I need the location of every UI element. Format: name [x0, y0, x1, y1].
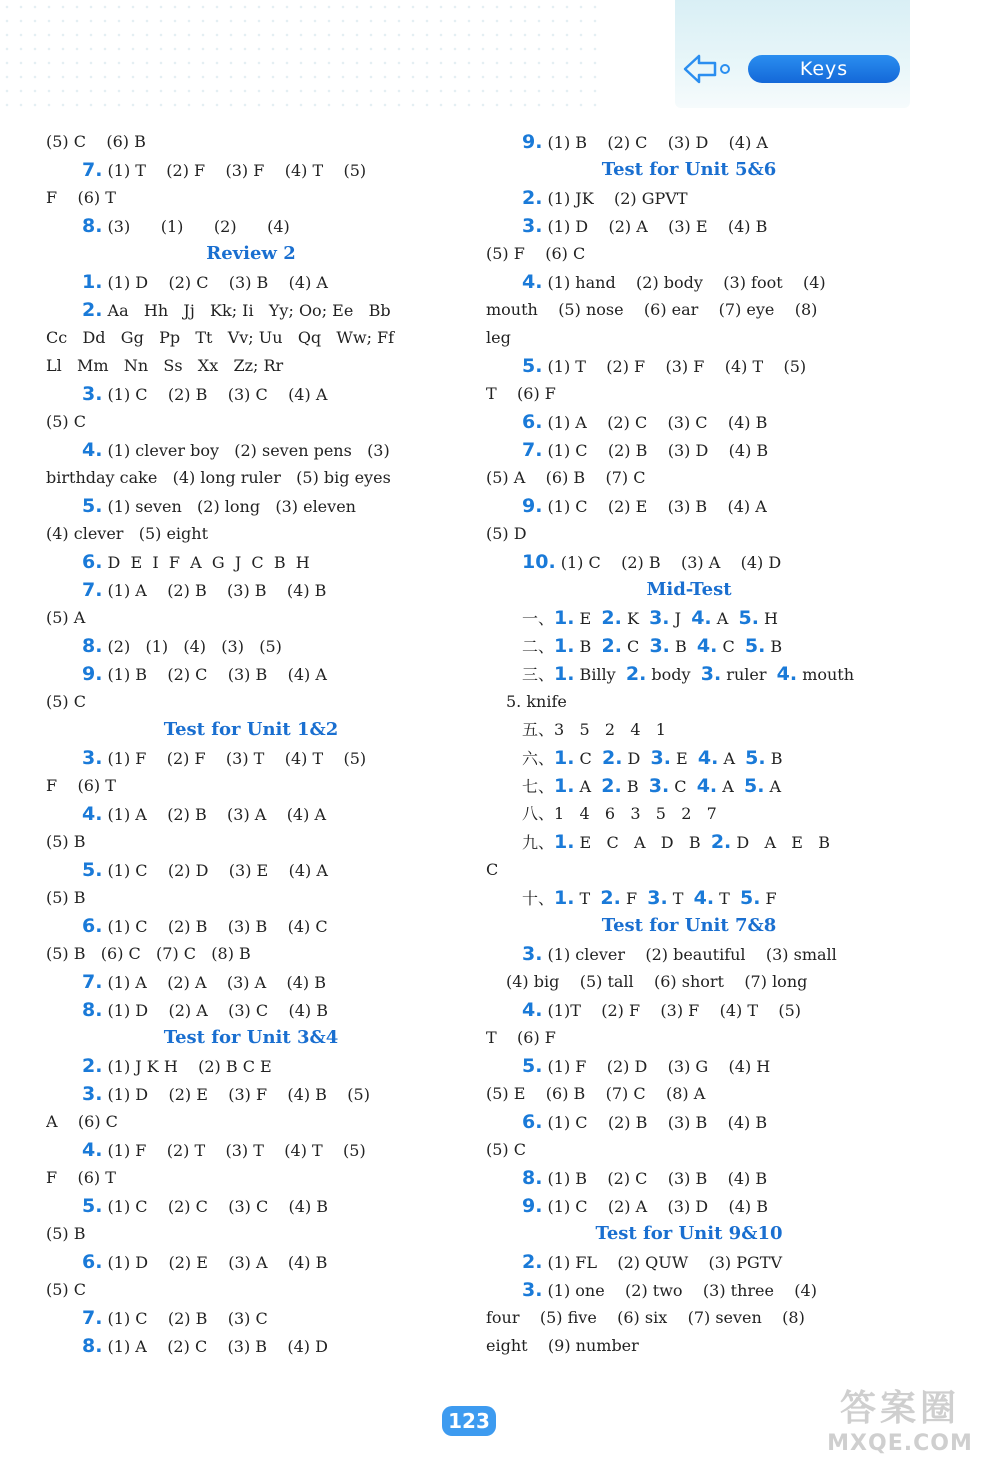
question-number: 5. [738, 607, 759, 629]
answer-text: B [765, 749, 783, 768]
answer-text: (1) C (2) B (3) B (4) C [102, 917, 328, 936]
answer-text: (1) C (2) E (3) B (4) A [542, 497, 767, 516]
question-number: 2. [601, 635, 622, 657]
question-number: 3. [82, 383, 103, 405]
answer-line [486, 548, 892, 576]
question-number: 5. [82, 859, 103, 881]
answer-text: J [669, 609, 692, 628]
answer-continuation: (5) B [46, 888, 86, 907]
question-number: 4. [522, 271, 543, 293]
answer-text: F [760, 889, 777, 908]
section-heading: Test for Unit 1&2 [163, 719, 339, 740]
answer-continuation: (5) E (6) B (7) C (8) A [486, 1084, 706, 1103]
answer-text: A [764, 777, 782, 796]
question-number: 3. [522, 1279, 543, 1301]
answer-continuation: (5) D [486, 524, 527, 543]
question-number: 4. [522, 999, 543, 1021]
answer-text: (1) seven (2) long (3) eleven [102, 497, 356, 516]
answer-continuation: Cc Dd Gg Pp Tt Vv; Uu Qq Ww; Ff [46, 328, 395, 347]
answer-text: (1) C (2) B (3) B (4) B [542, 1113, 768, 1132]
answer-text: body [646, 665, 701, 684]
answer-continuation: mouth (5) nose (6) ear (7) eye (8) [486, 300, 818, 319]
answer-text: (1) A (2) A (3) A (4) B [102, 973, 326, 992]
question-number: 5. [82, 1195, 103, 1217]
answer-continuation: T (6) F [486, 384, 556, 403]
answer-text: A [718, 749, 746, 768]
answer-text: C [717, 637, 745, 656]
question-number: 3. [647, 887, 668, 909]
question-number: 4. [82, 1139, 103, 1161]
watermark-top: 答案圈 [839, 1388, 960, 1429]
answer-continuation: 5. knife [506, 692, 567, 711]
answer-line [486, 940, 892, 968]
answer-line [46, 212, 456, 240]
question-number: 2. [601, 747, 623, 769]
answer-line [46, 1248, 456, 1276]
section-heading: Review 2 [206, 243, 296, 264]
answer-text: (1) D (2) A (3) E (4) B [542, 217, 768, 236]
mid-test-part [486, 632, 892, 660]
answer-text: (1) T (2) F (3) F (4) T (5) [542, 357, 807, 376]
answer-line [486, 268, 892, 296]
question-number: 4. [696, 775, 718, 797]
answer-continuation: (4) clever (5) eight [46, 524, 209, 543]
watermark-logo [810, 1380, 990, 1470]
answer-continuation: eight (9) number [486, 1336, 639, 1355]
question-number: 5. [744, 635, 766, 657]
mid-test-part [486, 604, 892, 632]
answer-continuation: A (6) C [46, 1112, 118, 1131]
answer-line [46, 548, 456, 576]
question-number: 4. [82, 439, 103, 461]
question-number: 5. [522, 355, 543, 377]
answer-continuation: (5) C (6) B [46, 132, 146, 151]
question-number: 8. [82, 999, 103, 1021]
answer-text: mouth [797, 665, 855, 684]
question-number: 3. [522, 215, 543, 237]
answer-continuation: four (5) five (6) six (7) seven (8) [486, 1308, 805, 1327]
question-number: 6. [82, 551, 103, 573]
watermark-bottom: MXQE.COM [827, 1431, 973, 1456]
answer-line [46, 744, 456, 772]
question-number: 1. [554, 775, 575, 797]
answer-text: (1) one (2) two (3) three (4) [542, 1281, 817, 1300]
answer-text: (1) B (2) C (3) B (4) A [102, 665, 327, 684]
answer-text: B [765, 637, 783, 656]
answer-line [46, 492, 456, 520]
question-number: 1. [554, 831, 575, 853]
question-number: 2. [625, 663, 647, 685]
answer-continuation: F (6) T [46, 1168, 116, 1187]
question-number: 1. [82, 271, 103, 293]
answer-continuation: (4) big (5) tall (6) short (7) long [506, 972, 808, 991]
answer-text: (1) C (2) D (3) E (4) A [102, 861, 328, 880]
answer-line [486, 212, 892, 240]
answer-text: (1) C (2) B (3) C [102, 1309, 268, 1328]
answer-continuation: (5) F (6) C [486, 244, 586, 263]
answer-text: (2) (1) (4) (3) (5) [102, 637, 282, 656]
question-number: 7. [82, 159, 103, 181]
question-number: 3. [700, 663, 722, 685]
answer-text: C [669, 777, 697, 796]
part-prefix: 九、 [522, 833, 555, 852]
answer-line [46, 632, 456, 660]
answer-continuation: F (6) T [46, 188, 116, 207]
question-number: 1. [554, 635, 575, 657]
question-number: 3. [649, 607, 670, 629]
answer-line [486, 128, 892, 156]
answer-continuation: (5) C [486, 1140, 526, 1159]
answer-line [46, 660, 456, 688]
answer-continuation: (5) C [46, 1280, 86, 1299]
right-answer-column [486, 128, 892, 1360]
answer-continuation: leg [486, 328, 511, 347]
answer-line [46, 912, 456, 940]
answer-text: (1) A (2) B (3) B (4) B [102, 581, 327, 600]
answer-line [486, 1108, 892, 1136]
answer-line [486, 1052, 892, 1080]
answer-line [46, 1052, 456, 1080]
question-number: 2. [601, 607, 622, 629]
answer-text: (1) C (2) B (3) A (4) D [555, 553, 782, 572]
answer-line [46, 856, 456, 884]
answer-text: (1) J K H (2) B C E [102, 1057, 272, 1076]
question-number: 4. [696, 635, 718, 657]
answer-text: (1) clever (2) beautiful (3) small [542, 945, 837, 964]
answer-text: T [667, 889, 694, 908]
question-number: 8. [82, 1335, 103, 1357]
answer-text: (1)T (2) F (3) F (4) T (5) [542, 1001, 802, 1020]
answer-text: (1) T (2) F (3) F (4) T (5) [102, 161, 367, 180]
decorative-dot-pattern [0, 0, 600, 110]
answer-text: T [714, 889, 740, 908]
question-number: 3. [648, 775, 670, 797]
question-number: 9. [522, 131, 543, 153]
question-number: 2. [522, 187, 543, 209]
answer-text: E [574, 609, 602, 628]
answer-line [486, 352, 892, 380]
answer-text: (1) F (2) F (3) T (4) T (5) [102, 749, 367, 768]
answer-line [486, 1164, 892, 1192]
answer-line [46, 1192, 456, 1220]
mid-test-part [486, 884, 892, 912]
answer-line [46, 996, 456, 1024]
answer-continuation: T (6) F [486, 1028, 556, 1047]
answer-text: (1) clever boy (2) seven pens (3) [102, 441, 390, 460]
answer-continuation: (5) B [46, 832, 86, 851]
mid-test-part [486, 828, 892, 856]
question-number: 3. [82, 747, 103, 769]
answer-continuation: (5) B [46, 1224, 86, 1243]
answer-text: (3) (1) (2) (4) [102, 217, 290, 236]
question-number: 2. [82, 299, 103, 321]
question-number: 2. [710, 831, 732, 853]
answer-line [486, 408, 892, 436]
answer-line [486, 492, 892, 520]
question-number: 7. [82, 1307, 103, 1329]
answer-line [46, 380, 456, 408]
question-number: 6. [522, 411, 543, 433]
answer-continuation: (5) C [46, 412, 86, 431]
left-answer-column [46, 128, 456, 1360]
question-number: 5. [745, 747, 766, 769]
answer-continuation: birthday cake (4) long ruler (5) big eyes [46, 468, 391, 487]
answer-text: H [758, 609, 778, 628]
answer-text: (1) C (2) A (3) D (4) B [542, 1197, 768, 1216]
question-number: 7. [82, 971, 103, 993]
question-number: 6. [82, 1251, 103, 1273]
answer-text: ruler [721, 665, 777, 684]
section-heading: Test for Unit 7&8 [601, 915, 777, 936]
answer-continuation: F (6) T [46, 776, 116, 795]
question-number: 4. [776, 663, 798, 685]
mid-test-part [486, 660, 892, 688]
answer-line [486, 436, 892, 464]
mid-test-part [486, 744, 892, 772]
answer-text: C [621, 637, 650, 656]
question-number: 4. [691, 607, 712, 629]
answer-text: D A E B [731, 833, 830, 852]
part-prefix: 七、 [522, 777, 555, 796]
question-number: 8. [82, 635, 103, 657]
answer-line [46, 800, 456, 828]
answer-continuation: (5) B (6) C (7) C (8) B [46, 944, 251, 963]
question-number: 3. [650, 747, 671, 769]
answer-line [46, 1332, 456, 1360]
mid-test-part: 八、1 4 6 3 5 2 7 [522, 804, 717, 823]
question-number: 2. [82, 1055, 103, 1077]
answer-continuation: (5) C [46, 692, 86, 711]
answer-text: A [711, 609, 739, 628]
answer-line [486, 1192, 892, 1220]
answer-line [46, 1136, 456, 1164]
question-number: 2. [600, 887, 621, 909]
answer-text: D [622, 749, 651, 768]
answer-text: B [669, 637, 697, 656]
answer-text: (1) C (2) C (3) C (4) B [102, 1197, 329, 1216]
answer-text: (1) A (2) C (3) B (4) D [102, 1337, 328, 1356]
answer-text: K [621, 609, 650, 628]
answer-text: A [717, 777, 744, 796]
question-number: 7. [82, 579, 103, 601]
question-number: 1. [554, 747, 575, 769]
answer-text: (1) hand (2) body (3) foot (4) [542, 273, 826, 292]
mid-test-part [486, 772, 892, 800]
answer-continuation: C [486, 860, 499, 879]
answer-text: B [621, 777, 649, 796]
question-number: 1. [554, 887, 575, 909]
question-number: 5. [740, 887, 761, 909]
question-number: 3. [82, 1083, 103, 1105]
section-heading: Test for Unit 3&4 [163, 1027, 339, 1048]
answer-line [46, 436, 456, 464]
part-prefix: 二、 [522, 637, 555, 656]
question-number: 2. [601, 775, 622, 797]
question-number: 8. [82, 215, 103, 237]
answer-text: (1) A (2) B (3) A (4) A [102, 805, 326, 824]
answer-text: A [574, 777, 602, 796]
answer-text: (1) JK (2) GPVT [542, 189, 688, 208]
question-number: 4. [697, 747, 719, 769]
section-heading: Mid-Test [646, 579, 732, 600]
answer-text: B [574, 637, 602, 656]
answer-text: (1) B (2) C (3) D (4) A [542, 133, 768, 152]
answer-line [46, 156, 456, 184]
answer-text: (1) B (2) C (3) B (4) B [542, 1169, 768, 1188]
answer-text: (1) D (2) E (3) A (4) B [102, 1253, 328, 1272]
part-prefix: 六、 [522, 749, 555, 768]
part-prefix: 一、 [522, 609, 555, 628]
arrow-left-icon [683, 52, 731, 86]
answer-continuation: Ll Mm Nn Ss Xx Zz; Rr [46, 356, 284, 375]
answer-text: Aa Hh Jj Kk; Ii Yy; Oo; Ee Bb [102, 301, 391, 320]
answer-text: E [670, 749, 698, 768]
question-number: 9. [522, 1195, 543, 1217]
answer-text: (1) D (2) E (3) F (4) B (5) [102, 1085, 370, 1104]
answer-text: (1) C (2) B (3) C (4) A [102, 385, 328, 404]
question-number: 7. [522, 439, 543, 461]
question-number: 1. [554, 607, 575, 629]
answer-line [486, 996, 892, 1024]
answer-text: E C A D B [574, 833, 711, 852]
answer-text: D E I F A G J C B H [102, 553, 310, 572]
page-number: 123 [442, 1406, 496, 1436]
answer-continuation: (5) A [46, 608, 86, 627]
question-number: 10. [522, 551, 556, 573]
mid-test-part: 五、3 5 2 4 1 [522, 720, 666, 739]
answer-line [46, 968, 456, 996]
part-prefix: 十、 [522, 889, 555, 908]
answer-line [486, 184, 892, 212]
answer-line [46, 576, 456, 604]
question-number: 9. [522, 495, 543, 517]
question-number: 6. [82, 915, 103, 937]
question-number: 3. [522, 943, 543, 965]
question-number: 8. [522, 1167, 543, 1189]
answer-continuation: (5) A (6) B (7) C [486, 468, 646, 487]
question-number: 5. [522, 1055, 543, 1077]
answer-text: (1) C (2) B (3) D (4) B [542, 441, 769, 460]
answer-line [486, 1248, 892, 1276]
answer-text: (1) F (2) D (3) G (4) H [542, 1057, 771, 1076]
question-number: 2. [522, 1251, 543, 1273]
answer-text: F [620, 889, 648, 908]
answer-text: (1) F (2) T (3) T (4) T (5) [102, 1141, 366, 1160]
keys-badge: Keys [748, 55, 900, 83]
question-number: 5. [82, 495, 103, 517]
section-heading: Test for Unit 9&10 [595, 1223, 783, 1244]
question-number: 4. [82, 803, 103, 825]
question-number: 5. [743, 775, 765, 797]
answer-text: C [574, 749, 602, 768]
part-prefix: 三、 [522, 665, 555, 684]
question-number: 4. [693, 887, 715, 909]
question-number: 9. [82, 663, 103, 685]
answer-text: (1) FL (2) QUW (3) PGTV [542, 1253, 783, 1272]
answer-line [46, 1304, 456, 1332]
question-number: 1. [554, 663, 575, 685]
answer-text: (1) D (2) C (3) B (4) A [102, 273, 328, 292]
answer-line [46, 296, 456, 324]
answer-text: T [574, 889, 601, 908]
answer-text: (1) D (2) A (3) C (4) B [102, 1001, 328, 1020]
question-number: 6. [522, 1111, 543, 1133]
section-heading: Test for Unit 5&6 [601, 159, 777, 180]
answer-line [486, 1276, 892, 1304]
question-number: 3. [649, 635, 670, 657]
answer-line [46, 1080, 456, 1108]
answer-line [46, 268, 456, 296]
answer-text: (1) A (2) C (3) C (4) B [542, 413, 768, 432]
answer-text: Billy [574, 665, 626, 684]
